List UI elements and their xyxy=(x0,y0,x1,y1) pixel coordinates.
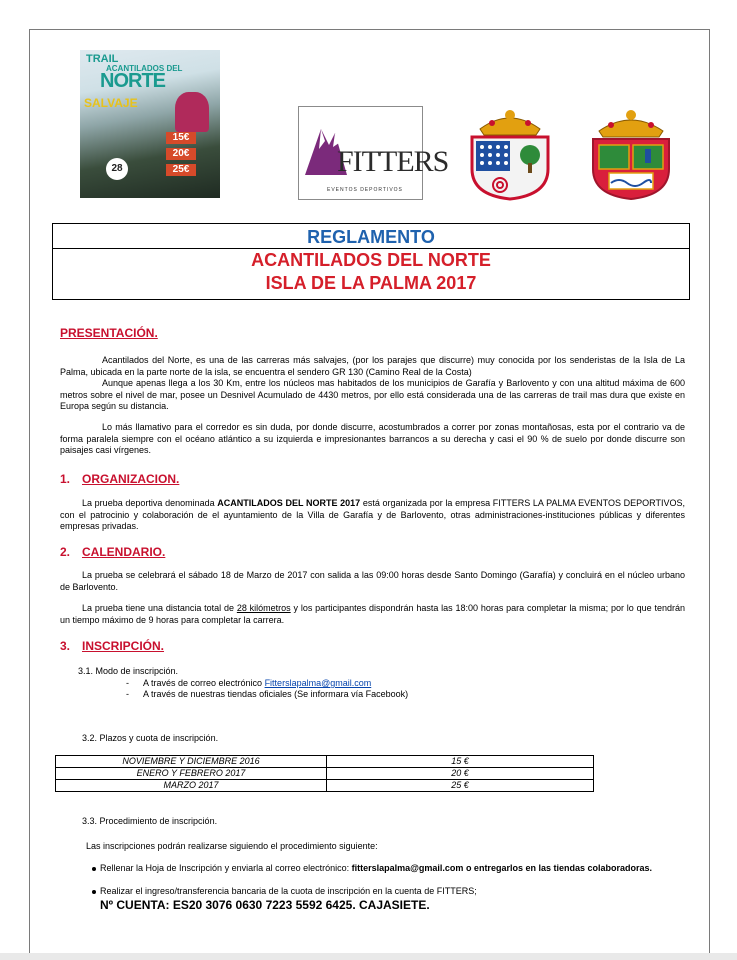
table-row xyxy=(56,780,594,792)
modo-item-2 xyxy=(126,689,686,701)
event-name: ACANTILADOS DEL NORTE xyxy=(251,250,491,270)
procedimiento-intro: Las inscripciones podrán realizarse siguiendo el procedimiento siguiente: xyxy=(86,841,378,851)
calendario-distance: 28 kilómetros xyxy=(236,603,291,613)
poster-title-trail: TRAIL xyxy=(86,53,119,65)
inscripcion-number: 3. xyxy=(60,639,71,653)
organizacion-post: está organizada por la empresa FITTERS LA PALMA EVENTOS DEPORTIVOS, con el patrocinio y colaboración de el ayuntamiento de la Villa de Garafía y de Barlovento, otras administraciones-instituciones públicas y diferentes empresas privadas. xyxy=(60,498,685,531)
fitters-mountain-icon xyxy=(299,107,449,187)
bullet-2-text: Realizar el ingreso/transferencia bancaria de la cuota de inscripción en la cuenta de FITTERS; xyxy=(100,886,477,896)
poster-price-1: 15€ xyxy=(166,132,196,144)
poster-title-norte: NORTE xyxy=(100,70,165,92)
fee-table xyxy=(55,755,594,792)
runner-figure xyxy=(175,92,209,132)
organizacion-heading-text: ORGANIZACION. xyxy=(82,472,180,486)
bullet-1-text: Rellenar la Hoja de Inscripción y enviarla al correo electrónico: xyxy=(100,863,352,873)
modo-inscripcion-title: 3.1. Modo de inscripción. xyxy=(78,666,179,676)
fee-period: NOVIEMBRE Y DICIEMBRE 2016 xyxy=(56,756,327,768)
organizacion-pre: La prueba deportiva denominada xyxy=(82,498,218,508)
poster-price-2: 20€ xyxy=(166,148,196,160)
calendario-number: 2. xyxy=(60,545,71,559)
email-link[interactable]: Fitterslapalma@gmail.com xyxy=(264,678,372,688)
calendario-heading-text: CALENDARIO. xyxy=(82,545,166,559)
plazos-title: 3.2. Plazos y cuota de inscripción. xyxy=(82,733,219,743)
presentacion-p1a: Acantilados del Norte, es una de las carreras más salvajes, (por los parajes que discurre) muy conocida por los senderistas de la Isla de La Palma, ubicada en la parte norte de la isla, se encuentra el sendero GR 130 (Camino Real de la Costa) xyxy=(60,355,685,377)
dash-2: - xyxy=(126,689,129,699)
event-poster-image xyxy=(80,50,220,198)
presentacion-p1b: Aunque apenas llega a los 30 Km, entre los núcleos mas habitados de los municipios de Garafía y Barlovento y con una altitud máxima de 600 metros sobre el nivel de mar, posee un Desnivel Acumulado de 4430 metros, por ello está considerada una de las carreras de trail mas dura que existe en Europa según su distancia. xyxy=(60,378,685,411)
bank-account-number: Nº CUENTA: ES20 3076 0630 7223 5592 6425. CAJASIETE. xyxy=(100,898,430,912)
inscripcion-heading-text: INSCRIPCIÓN. xyxy=(82,639,165,653)
presentacion-paragraph-1 xyxy=(60,355,685,413)
document-page xyxy=(29,29,710,957)
organizacion-number: 1. xyxy=(60,472,71,486)
organizacion-heading xyxy=(60,472,179,486)
presentacion-heading-text: PRESENTACIÓN. xyxy=(60,326,158,340)
inscripcion-heading xyxy=(60,639,164,653)
calendario-paragraph-2 xyxy=(60,603,685,626)
presentacion-p2: Lo más llamativo para el corredor es sin duda, por donde discurre, acostumbrados a correr por zonas montañosas, esta por el contrario va de forma paralela siempre con el océano atlántico a su izquierda e impresionantes barrancos a su derecha y casi el 90 % de suelo por donde discurre son paisajes casi vírgenes. xyxy=(60,422,685,455)
organizacion-paragraph xyxy=(60,498,685,533)
modo-item-1-text: A través de correo electrónico xyxy=(143,678,265,688)
modo-item-1 xyxy=(126,678,686,690)
table-row xyxy=(56,756,594,768)
calendario-p1: La prueba se celebrará el sábado 18 de Marzo de 2017 con salida a las 09:00 horas desde Santo Domingo (Garafía) y concluirá en el núcleo urbano de Barlovento. xyxy=(60,570,685,592)
fee-price: 15 € xyxy=(327,756,594,768)
bullet-icon xyxy=(92,867,96,871)
title-box xyxy=(52,223,690,300)
fee-period: ENERO Y FEBRERO 2017 xyxy=(56,768,327,780)
fitters-tagline: EVENTOS DEPORTIVOS xyxy=(327,187,403,193)
calendario-p2b: y los participantes dispondrán hasta las 18:00 horas para completar la misma; por lo que tendrán un tiempo máximo de 9 horas para completar la carrera. xyxy=(60,603,685,625)
reglamento-title: REGLAMENTO xyxy=(53,224,689,249)
event-title xyxy=(53,249,689,295)
procedimiento-bullet-1 xyxy=(92,863,685,875)
calendario-paragraph-1 xyxy=(60,570,685,593)
fee-period: MARZO 2017 xyxy=(56,780,327,792)
dash-1: - xyxy=(126,678,129,688)
organizacion-bold: ACANTILADOS DEL NORTE 2017 xyxy=(217,498,361,508)
fee-price: 25 € xyxy=(327,780,594,792)
fitters-brand-text: FITTERS xyxy=(337,145,449,178)
poster-price-3: 25€ xyxy=(166,164,196,176)
poster-title-salvaje: SALVAJE xyxy=(84,96,138,110)
procedimiento-bullet-2 xyxy=(92,886,685,898)
barlovento-coat-of-arms-icon xyxy=(583,103,679,201)
bullet-1-email: fitterslapalma@gmail.com xyxy=(351,863,464,873)
fee-price: 20 € xyxy=(327,768,594,780)
calendario-p2a: La prueba tiene una distancia total de xyxy=(82,603,237,613)
procedimiento-title: 3.3. Procedimiento de inscripción. xyxy=(82,816,218,826)
garafia-coat-of-arms-icon xyxy=(462,103,558,201)
presentacion-paragraph-2 xyxy=(60,422,685,457)
event-place: ISLA DE LA PALMA 2017 xyxy=(265,273,477,293)
presentacion-heading xyxy=(60,326,158,340)
bullet-1-post: o entregarlos en las tiendas colaboradoras. xyxy=(463,863,652,873)
bullet-icon xyxy=(92,890,96,894)
poster-distance-badge: 28 xyxy=(106,158,128,180)
calendario-heading xyxy=(60,545,165,559)
fitters-logo xyxy=(298,106,449,200)
table-row xyxy=(56,768,594,780)
presentacion-text-1a xyxy=(60,355,685,378)
modo-item-2-text: A través de nuestras tiendas oficiales (Se informara vía Facebook) xyxy=(143,689,409,699)
bottom-strip xyxy=(0,953,737,960)
poster-title-acantilados: ACANTILADOS DEL xyxy=(106,64,183,73)
presentacion-text-1b xyxy=(60,378,685,413)
